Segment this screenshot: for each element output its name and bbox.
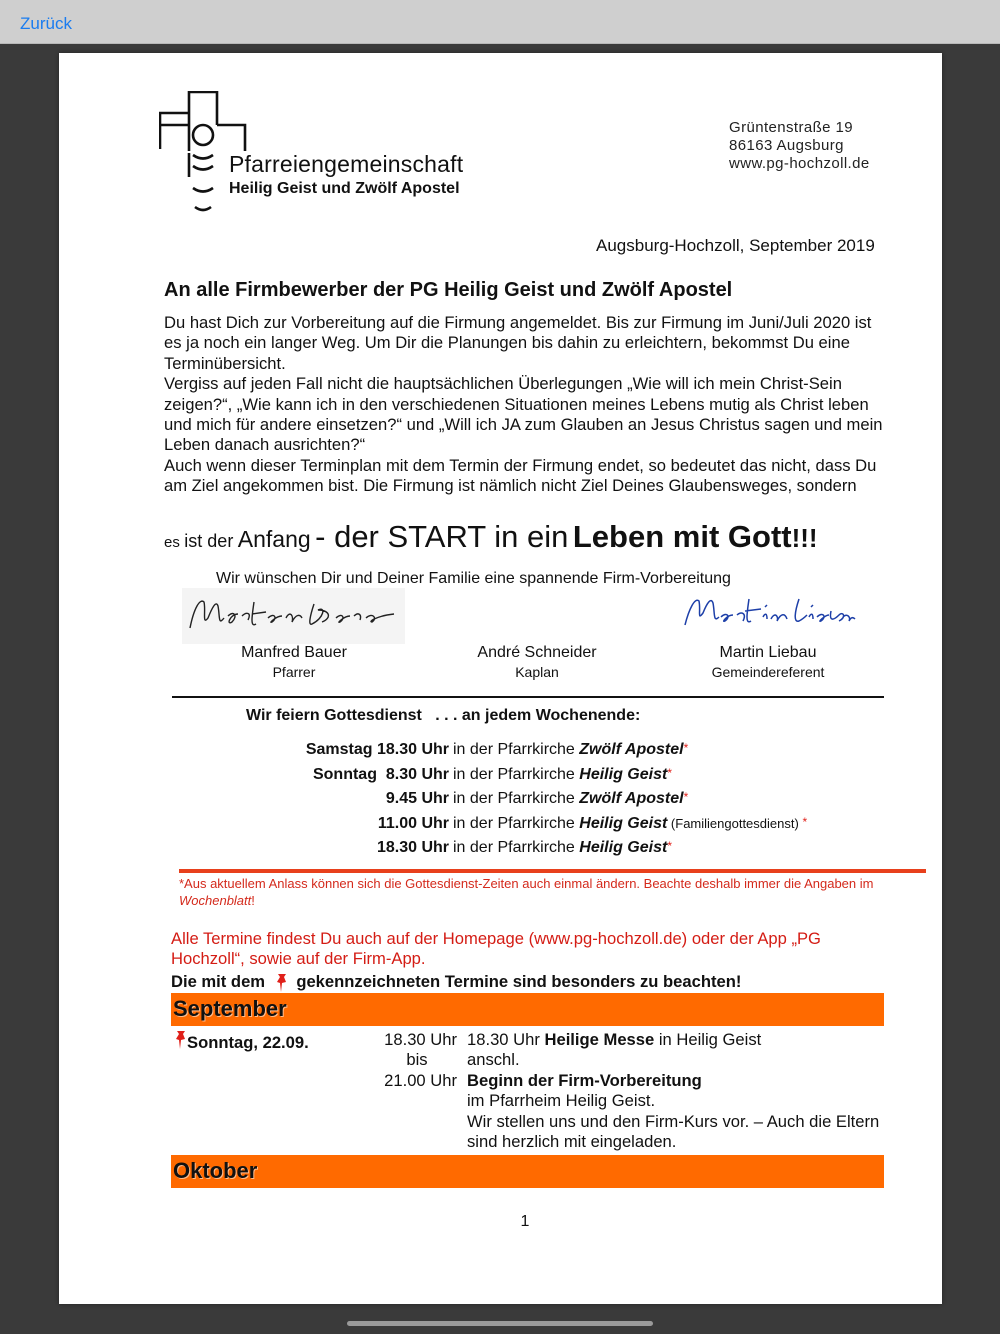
letter-date: Augsburg-Hochzoll, September 2019 xyxy=(596,236,875,255)
slogan-part: Anfang xyxy=(237,526,311,552)
signature-role: Kaplan xyxy=(515,664,559,680)
back-button[interactable]: Zurück xyxy=(20,14,72,33)
service-time: 18.30 Uhr xyxy=(376,839,449,856)
service-row xyxy=(59,815,942,837)
wochenblatt-link: Wochenblatt xyxy=(179,893,252,908)
top-toolbar xyxy=(0,0,1000,44)
address-street: Grüntenstraße 19 xyxy=(729,119,853,136)
service-time: 11.00 Uhr xyxy=(377,815,449,832)
month-label: September xyxy=(173,996,287,1021)
service-place: in der Pfarrkirche Heilig Geist (Familiengottesdienst) * xyxy=(453,815,808,832)
wish-line: Wir wünschen Dir und Deiner Familie eine spannende Firm-Vorbereitung xyxy=(216,570,731,587)
address-city: 86163 Augsburg xyxy=(729,137,844,154)
body-paragraph: Vergiss auf jeden Fall nicht die hauptsächlichen Überlegungen „Wie will ich mein Christ-Sein zeigen?“, „Wie kann ich in den verschiedenen Situationen meines Lebens mutig als Christ leben und mich für andere einsetzen?“ und „Will ich JA zum Glauben an Jesus Christus sagen und mein Leben danach ausrichten?“ xyxy=(164,374,883,455)
slogan-part: es xyxy=(164,534,180,551)
letter-body xyxy=(164,313,884,497)
schedule-change-note: *Aus aktuellem Anlass können sich die Gottesdienst-Zeiten auch einmal ändern. Beachte deshalb immer die Angaben im Wochenblatt! xyxy=(179,876,874,908)
services-title: Wir feiern Gottesdienst . . . an jedem Wochenende: xyxy=(246,707,641,724)
signature-role: Pfarrer xyxy=(272,664,316,680)
page-number: 1 xyxy=(520,1213,530,1230)
letter-heading: An alle Firmbewerber der PG Heilig Geist und Zwölf Apostel xyxy=(164,279,733,301)
slogan-part: !!! xyxy=(791,523,818,553)
service-church: Heilig Geist xyxy=(579,839,668,856)
red-divider xyxy=(179,869,926,873)
signature-name: André Schneider xyxy=(477,644,597,661)
service-time: 9.45 Uhr xyxy=(385,790,449,807)
service-note: (Familiengottesdienst) xyxy=(667,816,803,831)
service-row xyxy=(59,741,942,763)
logo-title: Pfarreiengemeinschaft xyxy=(229,151,464,177)
address-website: www.pg-hochzoll.de xyxy=(729,155,870,172)
service-place: in der Pfarrkirche Heilig Geist* xyxy=(453,839,672,856)
service-row xyxy=(59,790,942,812)
start-slogan xyxy=(164,519,818,555)
slogan-part: ist der xyxy=(184,531,234,551)
month-label: Oktober xyxy=(173,1158,258,1183)
service-row xyxy=(59,839,942,861)
service-church: Heilig Geist xyxy=(579,815,668,832)
document-page xyxy=(59,53,942,1304)
service-time: Sonntag 8.30 Uhr xyxy=(312,766,449,783)
month-header-oktober xyxy=(171,1155,884,1188)
signature-name: Manfred Bauer xyxy=(241,644,347,661)
service-church: Zwölf Apostel xyxy=(579,741,684,758)
pushpin-icon xyxy=(175,1030,187,1050)
pushpin-icon xyxy=(276,973,288,993)
address-block xyxy=(729,119,870,173)
body-paragraph: Auch wenn dieser Terminplan mit dem Termin der Firmung endet, so bedeutet das nicht, dass Du am Ziel angekommen bist. Die Firmung ist nämlich nicht Ziel Deines Glaubensweges, sondern xyxy=(164,455,877,496)
service-time: Samstag 18.30 Uhr xyxy=(305,741,449,758)
marked-dates-hint: Die mit dem gekennzeichneten Termine sind besonders zu beachten! xyxy=(171,972,742,991)
homepage-info: Alle Termine findest Du auch auf der Homepage (www.pg-hochzoll.de) oder der App „PG Hochzoll“, sowie auf der Firm-App. xyxy=(171,929,821,969)
service-place: in der Pfarrkirche Zwölf Apostel* xyxy=(453,790,689,807)
event-description: 18.30 Uhr Heilige Messe in Heilig Geist anschl. Beginn der Firm-Vorbereitung im Pfarrheim Heilig Geist. Wir stellen uns und den Firm-Kurs vor. – Auch die Eltern sind herzlich mit eingeladen. xyxy=(467,1030,880,1152)
signature-manfred-bauer-icon xyxy=(182,588,405,644)
body-paragraph: Du hast Dich zur Vorbereitung auf die Firmung angemeldet. Bis zur Firmung im Juni/Juli 2020 ist es ja noch ein langer Weg. Um Dir die Planungen bis dahin zu erleichtern, bekommst Du eine Terminübersicht. xyxy=(164,313,872,373)
signature-name: Martin Liebau xyxy=(719,644,817,661)
service-place: in der Pfarrkirche Heilig Geist* xyxy=(453,766,672,783)
signature-role: Gemeindereferent xyxy=(711,664,825,680)
service-church: Heilig Geist xyxy=(579,766,668,783)
logo-subtitle: Heilig Geist und Zwölf Apostel xyxy=(229,180,460,197)
event-time: 18.30 Uhr bis 21.00 Uhr xyxy=(384,1030,457,1090)
service-church: Zwölf Apostel xyxy=(579,790,684,807)
event-date: Sonntag, 22.09. xyxy=(175,1030,309,1053)
service-row xyxy=(59,766,942,788)
signature-martin-liebau-icon xyxy=(681,591,856,641)
service-place: in der Pfarrkirche Zwölf Apostel* xyxy=(453,741,689,758)
month-header-september xyxy=(171,993,884,1026)
slogan-part: - der START in ein xyxy=(315,519,569,554)
slogan-part: Leben mit Gott xyxy=(572,519,792,554)
home-indicator[interactable] xyxy=(347,1321,653,1326)
divider-line xyxy=(172,696,884,698)
